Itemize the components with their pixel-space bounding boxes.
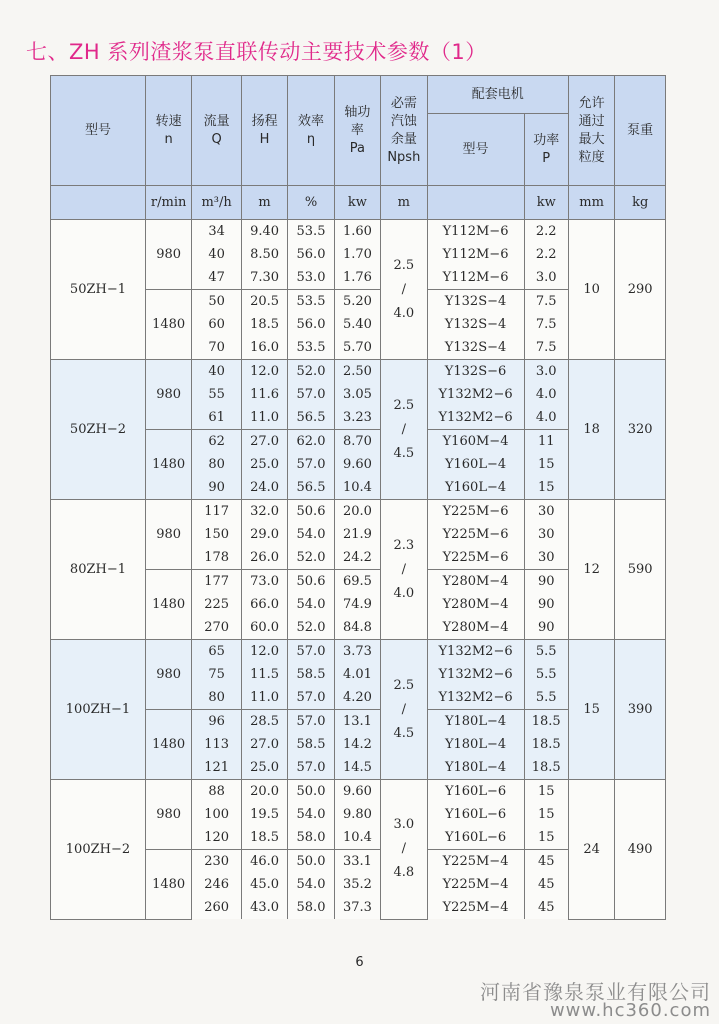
- flow-value: 47: [192, 266, 242, 290]
- watermark-site: www.hc360.com: [549, 1000, 711, 1021]
- npsh-value: [381, 500, 427, 640]
- flow-value: 60: [192, 313, 242, 336]
- efficiency-value: 50.0: [288, 780, 334, 804]
- shaft-power-value: 8.70: [334, 430, 380, 454]
- unit-motor-power: kw: [524, 186, 568, 220]
- motor-power-value: 4.0: [524, 383, 568, 406]
- table-row: [51, 640, 666, 664]
- unit-grain-size: mm: [568, 186, 614, 220]
- npsh-line: 2.5: [393, 257, 415, 273]
- motor-model-value: Y112M−6: [427, 243, 524, 266]
- motor-model-value: Y132S−4: [427, 290, 524, 314]
- spec-table-body: [51, 220, 666, 920]
- efficiency-value: 58.0: [288, 896, 334, 919]
- efficiency-value: 58.5: [288, 663, 334, 686]
- efficiency-value: 56.0: [288, 243, 334, 266]
- motor-model-value: Y280M−4: [427, 593, 524, 616]
- head-value: 73.0: [241, 570, 287, 594]
- shaft-power-value: 5.40: [334, 313, 380, 336]
- npsh-line: /: [401, 561, 407, 577]
- efficiency-value: 52.0: [288, 546, 334, 570]
- flow-value: 75: [192, 663, 242, 686]
- shaft-power-value: 84.8: [334, 616, 380, 640]
- efficiency-value: 54.0: [288, 523, 334, 546]
- flow-value: 120: [192, 826, 242, 850]
- motor-model-value: Y112M−6: [427, 220, 524, 244]
- flow-value: 177: [192, 570, 242, 594]
- shaft-power-value: 4.01: [334, 663, 380, 686]
- head-value: 24.0: [241, 476, 287, 500]
- efficiency-value: 57.0: [288, 686, 334, 710]
- head-value: 7.30: [241, 266, 287, 290]
- flow-value: 65: [192, 640, 242, 664]
- motor-model-value: Y225M−6: [427, 546, 524, 570]
- flow-value: 260: [192, 896, 242, 919]
- grain-size-value: 18: [568, 360, 614, 500]
- head-value: 12.0: [241, 640, 287, 664]
- motor-power-value: 90: [524, 616, 568, 640]
- header-grain-size: 允许 通过 最大 粒度: [568, 76, 614, 186]
- motor-power-value: 30: [524, 546, 568, 570]
- motor-power-value: 45: [524, 896, 568, 919]
- motor-power-value: 5.5: [524, 640, 568, 664]
- motor-model-value: Y132S−6: [427, 360, 524, 384]
- head-value: 28.5: [241, 710, 287, 734]
- efficiency-value: 62.0: [288, 430, 334, 454]
- efficiency-value: 54.0: [288, 593, 334, 616]
- pump-model: 80ZH−1: [51, 500, 146, 640]
- npsh-line: 3.0: [393, 817, 415, 833]
- shaft-power-value: 4.20: [334, 686, 380, 710]
- motor-model-value: Y180L−4: [427, 733, 524, 756]
- flow-value: 80: [192, 453, 242, 476]
- motor-power-value: 45: [524, 850, 568, 874]
- shaft-power-value: 5.20: [334, 290, 380, 314]
- head-value: 19.5: [241, 803, 287, 826]
- pump-model: 100ZH−1: [51, 640, 146, 780]
- efficiency-value: 54.0: [288, 873, 334, 896]
- flow-value: 113: [192, 733, 242, 756]
- npsh-line: 4.5: [393, 445, 415, 461]
- shaft-power-value: 14.5: [334, 756, 380, 780]
- npsh-value: [381, 640, 427, 780]
- flow-value: 225: [192, 593, 242, 616]
- efficiency-value: 56.0: [288, 313, 334, 336]
- efficiency-value: 53.5: [288, 220, 334, 244]
- header-model: 型号: [51, 76, 146, 186]
- pump-model: 50ZH−2: [51, 360, 146, 500]
- efficiency-value: 58.5: [288, 733, 334, 756]
- flow-value: 90: [192, 476, 242, 500]
- motor-power-value: 7.5: [524, 290, 568, 314]
- speed-value: 1480: [145, 290, 191, 360]
- motor-power-value: 18.5: [524, 733, 568, 756]
- motor-power-value: 30: [524, 523, 568, 546]
- shaft-power-value: 10.4: [334, 826, 380, 850]
- head-value: 11.0: [241, 406, 287, 430]
- flow-value: 62: [192, 430, 242, 454]
- npsh-value: [381, 220, 427, 360]
- header-flow: 流量 Q: [192, 76, 242, 186]
- motor-model-value: Y132M2−6: [427, 406, 524, 430]
- header-speed: 转速 n: [145, 76, 191, 186]
- motor-power-value: 3.0: [524, 266, 568, 290]
- efficiency-value: 57.0: [288, 383, 334, 406]
- head-value: 32.0: [241, 500, 287, 524]
- motor-power-value: 2.2: [524, 243, 568, 266]
- head-value: 46.0: [241, 850, 287, 874]
- head-value: 29.0: [241, 523, 287, 546]
- header-motor-power: 功率 P: [524, 114, 568, 186]
- motor-power-value: 5.5: [524, 686, 568, 710]
- motor-model-value: Y225M−4: [427, 896, 524, 919]
- head-value: 27.0: [241, 733, 287, 756]
- shaft-power-value: 9.80: [334, 803, 380, 826]
- flow-value: 61: [192, 406, 242, 430]
- head-value: 9.40: [241, 220, 287, 244]
- npsh-line: 2.5: [393, 677, 415, 693]
- npsh-line: /: [401, 421, 407, 437]
- shaft-power-value: 35.2: [334, 873, 380, 896]
- motor-power-value: 7.5: [524, 313, 568, 336]
- head-value: 18.5: [241, 826, 287, 850]
- units-row: [51, 186, 666, 220]
- npsh-line: 2.5: [393, 397, 415, 413]
- npsh-line: 4.5: [393, 725, 415, 741]
- motor-model-value: Y132M2−6: [427, 640, 524, 664]
- header-shaft-power: 轴功 率 Pa: [334, 76, 380, 186]
- weight-value: 590: [615, 500, 666, 640]
- motor-model-value: Y160M−4: [427, 430, 524, 454]
- motor-model-value: Y160L−4: [427, 476, 524, 500]
- motor-power-value: 30: [524, 500, 568, 524]
- npsh-line: /: [401, 841, 407, 857]
- motor-model-value: Y225M−6: [427, 523, 524, 546]
- weight-value: 290: [615, 220, 666, 360]
- shaft-power-value: 3.23: [334, 406, 380, 430]
- spec-table: [50, 75, 666, 920]
- header-npsh: 必需 汽蚀 余量 Npsh: [381, 76, 427, 186]
- head-value: 26.0: [241, 546, 287, 570]
- motor-power-value: 2.2: [524, 220, 568, 244]
- motor-power-value: 5.5: [524, 663, 568, 686]
- head-value: 18.5: [241, 313, 287, 336]
- motor-power-value: 90: [524, 593, 568, 616]
- flow-value: 150: [192, 523, 242, 546]
- flow-value: 55: [192, 383, 242, 406]
- flow-value: 96: [192, 710, 242, 734]
- flow-value: 40: [192, 243, 242, 266]
- weight-value: 320: [615, 360, 666, 500]
- unit-motor-model: [427, 186, 524, 220]
- motor-model-value: Y180L−4: [427, 710, 524, 734]
- shaft-power-value: 20.0: [334, 500, 380, 524]
- watermark-company: 河南省豫泉泵业有限公司: [480, 980, 711, 1004]
- motor-model-value: Y112M−6: [427, 266, 524, 290]
- head-value: 27.0: [241, 430, 287, 454]
- motor-model-value: Y160L−4: [427, 453, 524, 476]
- grain-size-value: 24: [568, 780, 614, 920]
- table-row: [51, 500, 666, 524]
- flow-value: 178: [192, 546, 242, 570]
- npsh-line: /: [401, 701, 407, 717]
- page-title: 七、ZH 系列渣浆泵直联传动主要技术参数（1）: [26, 40, 487, 64]
- head-value: 12.0: [241, 360, 287, 384]
- efficiency-value: 58.0: [288, 826, 334, 850]
- shaft-power-value: 3.05: [334, 383, 380, 406]
- shaft-power-value: 1.60: [334, 220, 380, 244]
- motor-model-value: Y160L−6: [427, 803, 524, 826]
- shaft-power-value: 21.9: [334, 523, 380, 546]
- speed-value: 980: [145, 640, 191, 710]
- shaft-power-value: 2.50: [334, 360, 380, 384]
- efficiency-value: 57.0: [288, 756, 334, 780]
- motor-power-value: 15: [524, 453, 568, 476]
- shaft-power-value: 9.60: [334, 780, 380, 804]
- pump-model: 100ZH−2: [51, 780, 146, 920]
- shaft-power-value: 1.70: [334, 243, 380, 266]
- unit-npsh: m: [381, 186, 427, 220]
- header-motor: 配套电机: [427, 76, 568, 114]
- motor-power-value: 15: [524, 476, 568, 500]
- head-value: 16.0: [241, 336, 287, 360]
- table-row: [51, 360, 666, 384]
- efficiency-value: 53.5: [288, 290, 334, 314]
- shaft-power-value: 69.5: [334, 570, 380, 594]
- npsh-value: [381, 780, 427, 920]
- unit-speed: r/min: [145, 186, 191, 220]
- speed-value: 1480: [145, 710, 191, 780]
- efficiency-value: 54.0: [288, 803, 334, 826]
- head-value: 11.0: [241, 686, 287, 710]
- head-value: 25.0: [241, 453, 287, 476]
- motor-power-value: 7.5: [524, 336, 568, 360]
- motor-power-value: 3.0: [524, 360, 568, 384]
- efficiency-value: 52.0: [288, 360, 334, 384]
- unit-shaft-power: kw: [334, 186, 380, 220]
- motor-model-value: Y132S−4: [427, 336, 524, 360]
- speed-value: 1480: [145, 570, 191, 640]
- npsh-value: [381, 360, 427, 500]
- flow-value: 40: [192, 360, 242, 384]
- unit-head: m: [241, 186, 287, 220]
- header-efficiency: 效率 η: [288, 76, 334, 186]
- shaft-power-value: 74.9: [334, 593, 380, 616]
- npsh-line: 2.3: [393, 537, 415, 553]
- speed-value: 980: [145, 780, 191, 850]
- speed-value: 980: [145, 500, 191, 570]
- motor-power-value: 18.5: [524, 756, 568, 780]
- efficiency-value: 57.0: [288, 640, 334, 664]
- shaft-power-value: 24.2: [334, 546, 380, 570]
- motor-power-value: 18.5: [524, 710, 568, 734]
- unit-flow: m³/h: [192, 186, 242, 220]
- motor-model-value: Y225M−4: [427, 873, 524, 896]
- motor-power-value: 15: [524, 780, 568, 804]
- motor-model-value: Y160L−6: [427, 826, 524, 850]
- efficiency-value: 50.6: [288, 570, 334, 594]
- head-value: 11.6: [241, 383, 287, 406]
- motor-model-value: Y160L−6: [427, 780, 524, 804]
- table-row: [51, 780, 666, 804]
- flow-value: 100: [192, 803, 242, 826]
- unit-efficiency: %: [288, 186, 334, 220]
- flow-value: 34: [192, 220, 242, 244]
- npsh-line: 4.0: [393, 585, 415, 601]
- pump-model: 50ZH−1: [51, 220, 146, 360]
- speed-value: 1480: [145, 430, 191, 500]
- motor-power-value: 15: [524, 826, 568, 850]
- grain-size-value: 10: [568, 220, 614, 360]
- head-value: 43.0: [241, 896, 287, 919]
- flow-value: 88: [192, 780, 242, 804]
- efficiency-value: 52.0: [288, 616, 334, 640]
- motor-power-value: 90: [524, 570, 568, 594]
- motor-model-value: Y225M−4: [427, 850, 524, 874]
- efficiency-value: 50.6: [288, 500, 334, 524]
- header-motor-model: 型号: [427, 114, 524, 186]
- flow-value: 80: [192, 686, 242, 710]
- flow-value: 50: [192, 290, 242, 314]
- speed-value: 1480: [145, 850, 191, 920]
- efficiency-value: 57.0: [288, 453, 334, 476]
- motor-power-value: 45: [524, 873, 568, 896]
- speed-value: 980: [145, 360, 191, 430]
- head-value: 8.50: [241, 243, 287, 266]
- page-number: 6: [355, 955, 364, 970]
- efficiency-value: 56.5: [288, 406, 334, 430]
- motor-power-value: 4.0: [524, 406, 568, 430]
- shaft-power-value: 5.70: [334, 336, 380, 360]
- flow-value: 246: [192, 873, 242, 896]
- weight-value: 390: [615, 640, 666, 780]
- speed-value: 980: [145, 220, 191, 290]
- grain-size-value: 12: [568, 500, 614, 640]
- header-weight: 泵重: [615, 76, 666, 186]
- head-value: 11.5: [241, 663, 287, 686]
- efficiency-value: 53.5: [288, 336, 334, 360]
- motor-model-value: Y132S−4: [427, 313, 524, 336]
- flow-value: 270: [192, 616, 242, 640]
- npsh-line: 4.0: [393, 305, 415, 321]
- flow-value: 230: [192, 850, 242, 874]
- motor-model-value: Y225M−6: [427, 500, 524, 524]
- motor-power-value: 15: [524, 803, 568, 826]
- head-value: 25.0: [241, 756, 287, 780]
- shaft-power-value: 9.60: [334, 453, 380, 476]
- unit-model: [51, 186, 146, 220]
- motor-model-value: Y180L−4: [427, 756, 524, 780]
- motor-model-value: Y132M2−6: [427, 383, 524, 406]
- shaft-power-value: 14.2: [334, 733, 380, 756]
- weight-value: 490: [615, 780, 666, 920]
- efficiency-value: 50.0: [288, 850, 334, 874]
- head-value: 60.0: [241, 616, 287, 640]
- motor-model-value: Y132M2−6: [427, 663, 524, 686]
- head-value: 66.0: [241, 593, 287, 616]
- shaft-power-value: 13.1: [334, 710, 380, 734]
- flow-value: 121: [192, 756, 242, 780]
- motor-power-value: 11: [524, 430, 568, 454]
- motor-model-value: Y132M2−6: [427, 686, 524, 710]
- unit-weight: kg: [615, 186, 666, 220]
- grain-size-value: 15: [568, 640, 614, 780]
- shaft-power-value: 10.4: [334, 476, 380, 500]
- table-row: [51, 220, 666, 244]
- shaft-power-value: 3.73: [334, 640, 380, 664]
- npsh-line: /: [401, 281, 407, 297]
- head-value: 45.0: [241, 873, 287, 896]
- head-value: 20.0: [241, 780, 287, 804]
- shaft-power-value: 37.3: [334, 896, 380, 919]
- motor-model-value: Y280M−4: [427, 570, 524, 594]
- efficiency-value: 56.5: [288, 476, 334, 500]
- flow-value: 117: [192, 500, 242, 524]
- shaft-power-value: 33.1: [334, 850, 380, 874]
- shaft-power-value: 1.76: [334, 266, 380, 290]
- npsh-line: 4.8: [393, 865, 415, 881]
- head-value: 20.5: [241, 290, 287, 314]
- flow-value: 70: [192, 336, 242, 360]
- efficiency-value: 57.0: [288, 710, 334, 734]
- header-head: 扬程 H: [241, 76, 287, 186]
- motor-model-value: Y280M−4: [427, 616, 524, 640]
- efficiency-value: 53.0: [288, 266, 334, 290]
